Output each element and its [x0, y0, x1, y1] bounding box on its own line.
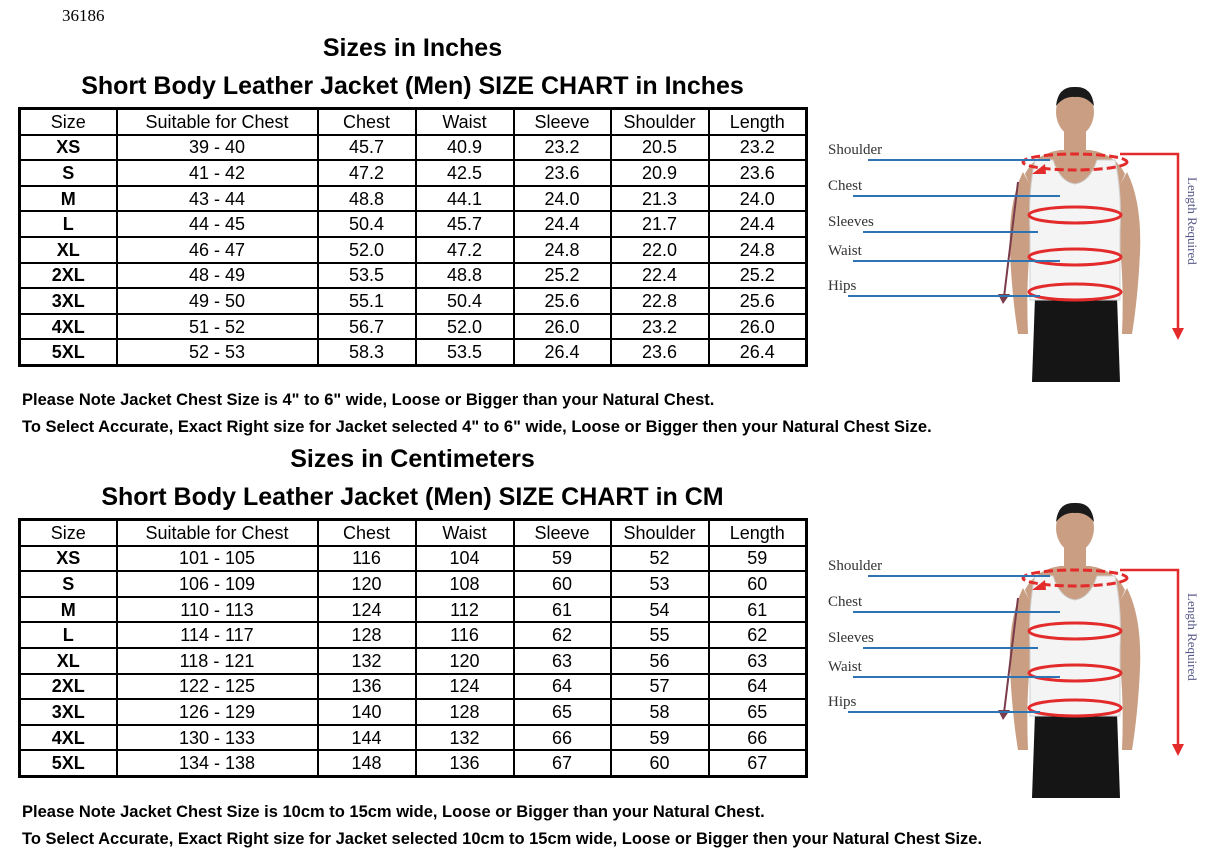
table-cell: 62	[709, 622, 807, 648]
table-cell: 144	[318, 725, 416, 751]
measurement-figure-inches	[820, 82, 1205, 382]
table-cell: 63	[709, 648, 807, 674]
column-header: Shoulder	[611, 109, 709, 135]
table-cell: 24.8	[709, 237, 807, 263]
table-cell: 44.1	[416, 186, 514, 212]
table-row	[20, 135, 807, 161]
table-cell: 106 - 109	[117, 571, 318, 597]
table-cell: 132	[318, 648, 416, 674]
table-cell: 61	[514, 597, 611, 623]
table-cell: 64	[709, 674, 807, 700]
table-cell: 25.6	[709, 288, 807, 314]
column-header: Suitable for Chest	[117, 109, 318, 135]
table-cell: 140	[318, 699, 416, 725]
table-cell: 39 - 40	[117, 135, 318, 161]
table-cell: 56.7	[318, 314, 416, 340]
size-cell: M	[20, 597, 117, 623]
table-cell: 65	[709, 699, 807, 725]
figure-label: Chest	[828, 178, 863, 194]
cm-size-table	[18, 518, 808, 778]
table-cell: 132	[416, 725, 514, 751]
figure-label: Chest	[828, 594, 863, 610]
table-row	[20, 211, 807, 237]
cm-subheading: Short Body Leather Jacket (Men) SIZE CHART in CM	[101, 483, 724, 511]
table-cell: 45.7	[318, 135, 416, 161]
table-cell: 56	[611, 648, 709, 674]
inches-note-1: Please Note Jacket Chest Size is 4" to 6" wide, Loose or Bigger than your Natural Chest.	[22, 391, 715, 409]
size-cell: L	[20, 211, 117, 237]
table-cell: 60	[611, 750, 709, 776]
table-cell: 57	[611, 674, 709, 700]
figure-label: Shoulder	[828, 142, 883, 158]
cm-note-1: Please Note Jacket Chest Size is 10cm to 15cm wide, Loose or Bigger than your Natural Chest.	[22, 803, 765, 821]
figure-label: Sleeves	[828, 630, 874, 646]
table-cell: 59	[709, 546, 807, 572]
inches-note-2: To Select Accurate, Exact Right size for Jacket selected 4" to 6" wide, Loose or Bigger then your Natural Chest Size.	[22, 418, 932, 436]
table-row	[20, 725, 807, 751]
table-cell: 20.9	[611, 160, 709, 186]
figure-label: Hips	[828, 278, 857, 294]
size-cell: 3XL	[20, 288, 117, 314]
table-row	[20, 314, 807, 340]
table-cell: 22.4	[611, 263, 709, 289]
column-header: Sleeve	[514, 520, 611, 546]
table-cell: 24.4	[709, 211, 807, 237]
table-row	[20, 160, 807, 186]
table-cell: 116	[318, 546, 416, 572]
table-row	[20, 263, 807, 289]
table-row	[20, 288, 807, 314]
table-cell: 60	[514, 571, 611, 597]
table-cell: 104	[416, 546, 514, 572]
column-header: Suitable for Chest	[117, 520, 318, 546]
table-cell: 24.0	[709, 186, 807, 212]
table-cell: 45.7	[416, 211, 514, 237]
size-cell: 2XL	[20, 674, 117, 700]
size-cell: S	[20, 571, 117, 597]
column-header: Shoulder	[611, 520, 709, 546]
size-cell: XL	[20, 648, 117, 674]
table-cell: 21.3	[611, 186, 709, 212]
table-row	[20, 571, 807, 597]
table-cell: 40.9	[416, 135, 514, 161]
table-cell: 58.3	[318, 339, 416, 365]
table-row	[20, 674, 807, 700]
table-cell: 47.2	[416, 237, 514, 263]
table-cell: 128	[318, 622, 416, 648]
table-row	[20, 699, 807, 725]
table-cell: 66	[709, 725, 807, 751]
table-cell: 44 - 45	[117, 211, 318, 237]
table-header-row	[20, 520, 807, 546]
size-cell: XL	[20, 237, 117, 263]
table-cell: 63	[514, 648, 611, 674]
length-arrow-icon	[1172, 328, 1184, 340]
table-row	[20, 750, 807, 776]
inches-size-table	[18, 107, 808, 367]
table-cell: 148	[318, 750, 416, 776]
table-cell: 58	[611, 699, 709, 725]
table-cell: 118 - 121	[117, 648, 318, 674]
table-cell: 48.8	[318, 186, 416, 212]
table-cell: 67	[514, 750, 611, 776]
table-cell: 26.0	[709, 314, 807, 340]
length-label: Length Required	[1185, 177, 1200, 265]
table-cell: 59	[514, 546, 611, 572]
table-cell: 24.0	[514, 186, 611, 212]
table-cell: 23.2	[611, 314, 709, 340]
size-cell: 4XL	[20, 725, 117, 751]
measurement-figure-cm	[820, 498, 1205, 798]
table-cell: 128	[416, 699, 514, 725]
table-cell: 23.6	[709, 160, 807, 186]
table-row	[20, 339, 807, 365]
table-cell: 54	[611, 597, 709, 623]
table-cell: 51 - 52	[117, 314, 318, 340]
table-cell: 50.4	[416, 288, 514, 314]
table-cell: 26.4	[514, 339, 611, 365]
table-cell: 52 - 53	[117, 339, 318, 365]
table-cell: 52	[611, 546, 709, 572]
table-cell: 64	[514, 674, 611, 700]
table-cell: 24.4	[514, 211, 611, 237]
table-cell: 52.0	[318, 237, 416, 263]
table-cell: 53.5	[416, 339, 514, 365]
table-cell: 116	[416, 622, 514, 648]
table-cell: 62	[514, 622, 611, 648]
table-cell: 48 - 49	[117, 263, 318, 289]
table-cell: 112	[416, 597, 514, 623]
size-cell: 4XL	[20, 314, 117, 340]
table-cell: 23.6	[611, 339, 709, 365]
table-cell: 43 - 44	[117, 186, 318, 212]
table-row	[20, 237, 807, 263]
table-cell: 52.0	[416, 314, 514, 340]
inches-heading: Sizes in Inches	[322, 34, 503, 62]
column-header: Waist	[416, 520, 514, 546]
size-cell: XS	[20, 135, 117, 161]
table-cell: 124	[416, 674, 514, 700]
table-cell: 126 - 129	[117, 699, 318, 725]
column-header: Waist	[416, 109, 514, 135]
size-cell: 2XL	[20, 263, 117, 289]
table-cell: 61	[709, 597, 807, 623]
table-cell: 59	[611, 725, 709, 751]
column-header: Size	[20, 520, 117, 546]
table-cell: 48.8	[416, 263, 514, 289]
figure-label: Shoulder	[828, 558, 883, 574]
table-cell: 136	[416, 750, 514, 776]
table-cell: 136	[318, 674, 416, 700]
table-cell: 60	[709, 571, 807, 597]
product-code: 36186	[62, 6, 105, 25]
table-cell: 47.2	[318, 160, 416, 186]
table-header-row	[20, 109, 807, 135]
table-cell: 120	[416, 648, 514, 674]
table-cell: 23.6	[514, 160, 611, 186]
column-header: Chest	[318, 520, 416, 546]
cm-heading: Sizes in Centimeters	[290, 445, 535, 473]
table-cell: 23.2	[709, 135, 807, 161]
table-cell: 26.4	[709, 339, 807, 365]
table-cell: 25.2	[709, 263, 807, 289]
column-header: Sleeve	[514, 109, 611, 135]
size-cell: M	[20, 186, 117, 212]
pants-shape	[1032, 297, 1120, 382]
table-cell: 110 - 113	[117, 597, 318, 623]
table-row	[20, 648, 807, 674]
table-cell: 65	[514, 699, 611, 725]
table-cell: 108	[416, 571, 514, 597]
table-cell: 26.0	[514, 314, 611, 340]
table-cell: 101 - 105	[117, 546, 318, 572]
table-cell: 24.8	[514, 237, 611, 263]
table-row	[20, 597, 807, 623]
table-cell: 114 - 117	[117, 622, 318, 648]
table-cell: 67	[709, 750, 807, 776]
inches-subheading: Short Body Leather Jacket (Men) SIZE CHART in Inches	[81, 72, 744, 100]
table-cell: 25.2	[514, 263, 611, 289]
size-cell: 3XL	[20, 699, 117, 725]
table-cell: 53	[611, 571, 709, 597]
table-cell: 22.8	[611, 288, 709, 314]
length-arrow-icon	[1172, 744, 1184, 756]
size-cell: S	[20, 160, 117, 186]
table-row	[20, 546, 807, 572]
table-cell: 49 - 50	[117, 288, 318, 314]
cm-note-2: To Select Accurate, Exact Right size for Jacket selected 10cm to 15cm wide, Loose or Bigger then your Natural Chest Size.	[22, 830, 983, 848]
pants-shape	[1032, 713, 1120, 798]
table-cell: 134 - 138	[117, 750, 318, 776]
table-cell: 120	[318, 571, 416, 597]
table-cell: 55.1	[318, 288, 416, 314]
column-header: Chest	[318, 109, 416, 135]
figure-label: Waist	[828, 659, 862, 675]
table-cell: 66	[514, 725, 611, 751]
table-cell: 122 - 125	[117, 674, 318, 700]
table-cell: 21.7	[611, 211, 709, 237]
table-cell: 130 - 133	[117, 725, 318, 751]
table-cell: 23.2	[514, 135, 611, 161]
table-cell: 50.4	[318, 211, 416, 237]
table-row	[20, 186, 807, 212]
table-row	[20, 622, 807, 648]
length-label: Length Required	[1185, 593, 1200, 681]
size-cell: 5XL	[20, 750, 117, 776]
column-header: Length	[709, 109, 807, 135]
table-cell: 25.6	[514, 288, 611, 314]
size-cell: XS	[20, 546, 117, 572]
table-cell: 55	[611, 622, 709, 648]
table-cell: 124	[318, 597, 416, 623]
size-cell: L	[20, 622, 117, 648]
size-cell: 5XL	[20, 339, 117, 365]
figure-label: Hips	[828, 694, 857, 710]
figure-label: Sleeves	[828, 214, 874, 230]
table-cell: 22.0	[611, 237, 709, 263]
column-header: Size	[20, 109, 117, 135]
table-cell: 53.5	[318, 263, 416, 289]
table-cell: 41 - 42	[117, 160, 318, 186]
table-cell: 20.5	[611, 135, 709, 161]
table-cell: 46 - 47	[117, 237, 318, 263]
column-header: Length	[709, 520, 807, 546]
figure-label: Waist	[828, 243, 862, 259]
table-cell: 42.5	[416, 160, 514, 186]
